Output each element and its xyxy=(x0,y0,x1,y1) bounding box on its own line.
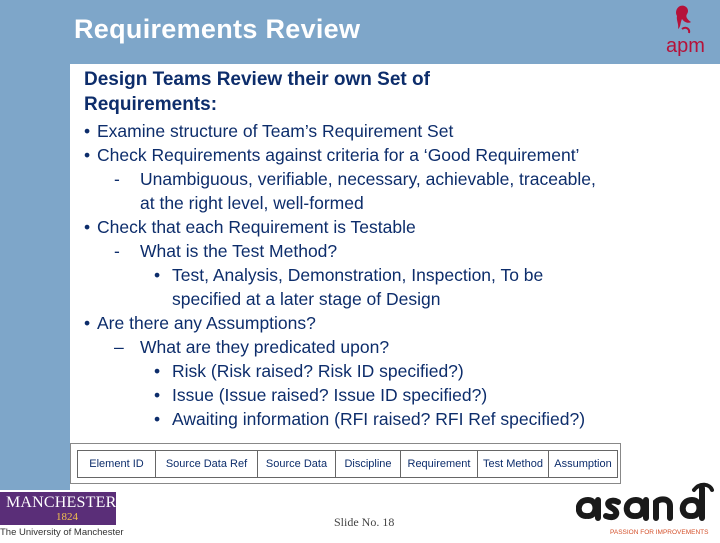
manchester-year: 1824 xyxy=(56,511,78,523)
apm-logo-icon xyxy=(660,2,718,60)
table-header-cell: Discipline xyxy=(335,450,401,478)
svg-text:apm: apm xyxy=(666,35,705,57)
slide-number: Slide No. 18 xyxy=(334,515,395,529)
left-strip xyxy=(0,64,70,490)
table-header-cell: Test Method xyxy=(477,450,549,478)
requirements-table xyxy=(70,443,621,484)
content-area: Design Teams Review their own Set of Requirements: • Examine structure of Team’s Requirement Set • Check Requirements against criteria for a ‘Good Requirement’ - Unambiguous, verifiable, necessary, achievable, traceable, at the right level, well-formed • Check that each Requirement is Testable - What is the Test Method? • Test, Analysis, Demonstration, Inspection, To be specified at a later stage of Design • Are there any Assumptions? – What are they predicated upon? • Risk (Risk raised? Risk ID specified?) • Issue (Issue raised? Issue ID specified?) • Awaiting information (RFI raised? RFI Ref specified?) xyxy=(70,64,720,504)
heading-tail: Requirements xyxy=(84,94,211,115)
asanda-logo-icon xyxy=(576,480,716,538)
apm-logo xyxy=(660,2,718,60)
manchester-name: MANCHESTER xyxy=(6,494,117,511)
manchester-university: The University of Manchester xyxy=(0,527,124,538)
manchester-logo-box xyxy=(0,492,116,525)
svg-text:PASSION FOR IMPROVEMENTS: PASSION FOR IMPROVEMENTS xyxy=(610,529,709,536)
slide-title: Requirements Review xyxy=(74,14,361,44)
section-heading xyxy=(84,67,644,117)
table-header-cell: Element ID xyxy=(77,450,156,478)
table-header-cell: Source Data xyxy=(257,450,336,478)
table-header-cell: Requirement xyxy=(400,450,478,478)
asanda-logo xyxy=(576,480,716,538)
table-header-cell: Assumption xyxy=(548,450,618,478)
manchester-logo xyxy=(0,492,124,538)
table-header-cell: Source Data Ref xyxy=(155,450,258,478)
heading-colon: : xyxy=(210,94,218,115)
heading-main: Design Teams Review their own Set of xyxy=(84,69,430,90)
